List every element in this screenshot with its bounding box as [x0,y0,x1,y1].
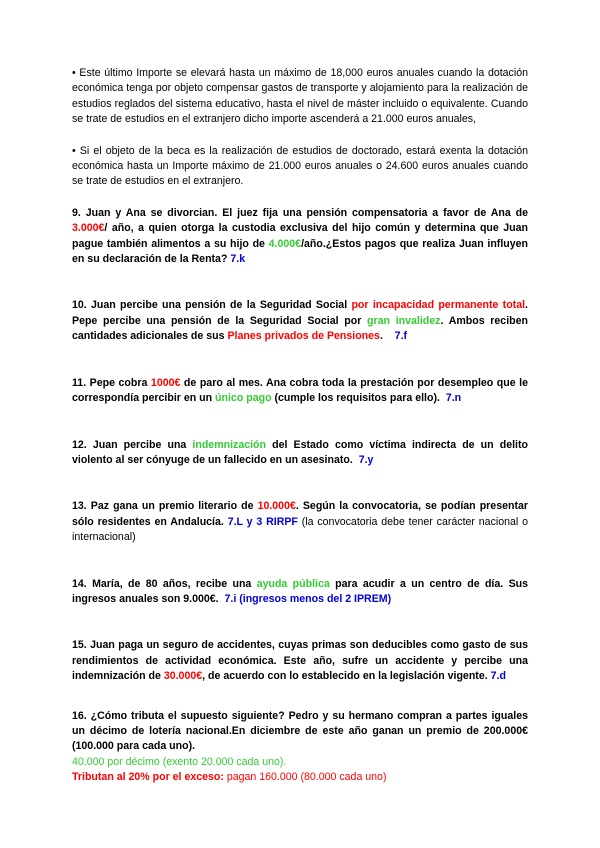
q14-highlight: ayuda pública [256,577,330,590]
q9-text: 9. Juan y Ana se divorcian. El juez fija una pensión compensatoria a favor de Ana de [72,206,528,219]
q13-text: 13. Paz gana un premio literario de [72,500,258,513]
q9-text: /año.¿Estos pagos que realiza Juan influyen en su declaración de la Renta? [72,237,528,266]
q14-text: 14. María, de 80 años, recibe una [72,577,257,590]
document-page [72,66,528,786]
q11-amount: 1000€ [150,376,181,389]
q12-highlight: indemnización [192,438,266,451]
q10-text: 10. Juan percibe una pensión de la Seguridad Social [72,299,352,312]
q15-reference: 7.d [490,670,506,683]
q16-answer-1: 40.000 por décimo (exento 20.000 cada uno). [72,755,287,768]
q9-amount-2: 4.000€ [268,237,302,250]
q11-highlight: único pago [215,392,272,405]
q10-highlight-1: por incapacidad permanente total [351,299,526,312]
q10-highlight-3: Planes privados de Pensiones [227,330,380,343]
question-10 [72,298,528,344]
q9-reference: 7.k [230,253,246,266]
q10-text: . Pepe percibe una pensión de la Seguridad Social por [72,299,528,327]
q15-text: 15. Juan paga un seguro de accidentes, cuyas primas son deducibles como gasto de sus rendimientos de actividad económica. Este año, sufre un accidente y percibe una indemnización de [72,639,528,683]
q12-text: 12. Juan percibe una [72,438,193,451]
question-12 [72,438,528,469]
question-9 [72,206,528,268]
q11-text: de paro al mes. Ana cobra toda la prestación por desempleo que le correspondía percibir en un [72,376,528,405]
q14-reference: 7.i (ingresos menos del 2 IPREM) [224,592,392,605]
q16-answer-2-text: pagan 160.000 (80.000 cada uno) [223,771,387,784]
question-16: 16. ¿Cómo tributa el supuesto siguiente? Pedro y su hermano compran a partes iguales un décimo de lotería nacional.En diciembre de este año ganan un premio de 200.000€ (100.000 para cada uno). [72,709,528,753]
q16-answer-2 [72,770,528,785]
q13-text: . Según la convocatoria, se podían presentar sólo residentes en Andalucía. [72,500,528,528]
question-14 [72,577,528,608]
q12-reference: 7.y [358,453,374,466]
q11-text: 11. Pepe cobra [72,376,151,389]
q14-text: para acudir a un centro de día. Sus ingresos anuales son 9.000€. [72,577,528,605]
q11-reference: 7.n [445,392,462,405]
q16-answer-2-label: Tributan al 20% por el exceso: [72,771,224,784]
q13-reference: 7.L y 3 RIRPF [227,515,298,528]
q10-text: . Ambos reciben cantidades adicionales de sus [72,314,528,343]
q12-text: del Estado como víctima indirecta de un delito violento al ser cónyuge de un fallecido en un asesinato. [72,438,528,466]
question-13 [72,499,528,545]
q15-amount: 30.000€ [163,670,203,683]
bullet-paragraph-2: • Si el objeto de la beca es la realización de estudios de doctorado, estará exenta la dotación económica hasta un Importe máximo de 21.000 euros anuales o 24.600 euros anuales cuando se trate de estudios en el extranjero. [72,144,528,188]
q15-text: , de acuerdo con lo establecido en la legislación vigente. [202,670,488,683]
q9-text: / año, a quien otorga la custodia exclusiva del hijo común y determina que Juan pague también alimentos a su hijo de [72,222,528,250]
q9-amount-1: 3.000€ [72,222,105,235]
q10-text: . [379,330,383,343]
q13-amount: 10.000€ [257,500,296,513]
q13-note: (la convocatoria debe tener carácter nacional o internacional) [72,515,528,544]
bullet-paragraph-1: • Este último Importe se elevará hasta un máximo de 18,000 euros anuales cuando la dotación económica tenga por objeto compensar gastos de transporte y alojamiento para la realización de estudios reglados del sistema educativo, hasta el nivel de máster incluido o equivalente. Cuando se trate de estudios en el extranjero dicho importe ascenderá a 21.000 euros anuales, [72,67,528,126]
q11-text: (cumple los requisitos para ello). [271,392,440,405]
question-15 [72,638,528,684]
question-11 [72,376,528,407]
q10-highlight-2: gran invalidez [367,314,441,327]
q10-reference: 7.f [394,330,408,343]
